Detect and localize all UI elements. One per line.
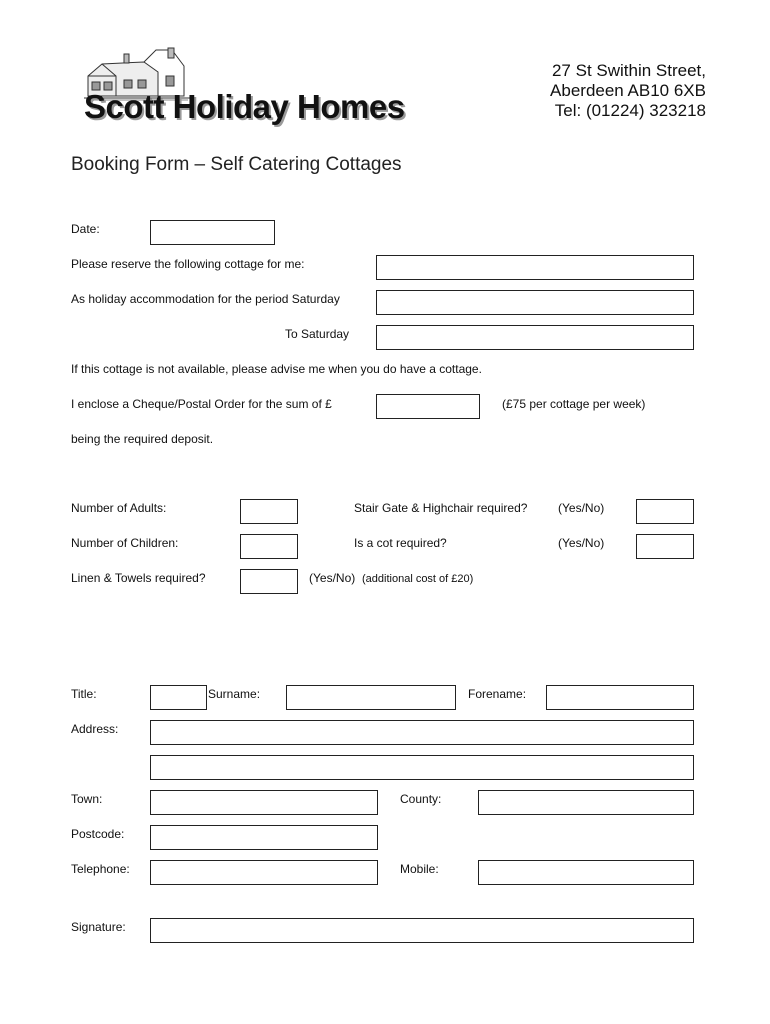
surname-field[interactable] — [286, 685, 456, 710]
mobile-field[interactable] — [478, 860, 694, 885]
stairgate-field[interactable] — [636, 499, 694, 524]
period-end-label: To Saturday — [285, 327, 350, 341]
cot-field[interactable] — [636, 534, 694, 559]
cot-yesno-hint: (Yes/No) — [558, 536, 605, 550]
payment-amount-field[interactable] — [376, 394, 480, 419]
date-label: Date: — [71, 222, 100, 236]
form-title: Booking Form – Self Catering Cottages — [71, 154, 402, 175]
linen-yesno-hint: (Yes/No) — [309, 571, 356, 585]
surname-label: Surname: — [208, 687, 261, 701]
town-field[interactable] — [150, 790, 378, 815]
stairgate-yesno-hint: (Yes/No) — [558, 501, 605, 515]
county-label: County: — [400, 792, 442, 806]
period-start-label: As holiday accommodation for the period Saturday — [71, 292, 340, 306]
mobile-label: Mobile: — [400, 862, 439, 876]
postcode-field[interactable] — [150, 825, 378, 850]
period-end-field[interactable] — [376, 325, 694, 350]
company-telephone: Tel: (01224) 323218 — [554, 101, 706, 120]
children-label: Number of Children: — [71, 536, 179, 550]
stairgate-label: Stair Gate & Highchair required? — [354, 501, 528, 515]
children-field[interactable] — [240, 534, 298, 559]
company-name: Scott Holiday Homes — [84, 88, 405, 125]
period-start-field[interactable] — [376, 290, 694, 315]
address-line-1-field[interactable] — [150, 720, 694, 745]
deposit-note: being the required deposit. — [71, 432, 214, 446]
signature-label: Signature: — [71, 920, 126, 934]
adults-label: Number of Adults: — [71, 501, 167, 515]
title-field[interactable] — [150, 685, 207, 710]
address-line-2: Aberdeen AB10 6XB — [550, 81, 706, 100]
address-line-1: 27 St Swithin Street, — [551, 61, 706, 80]
signature-field[interactable] — [150, 918, 694, 943]
cot-label: Is a cot required? — [354, 536, 447, 550]
address-line-2-field[interactable] — [150, 755, 694, 780]
forename-field[interactable] — [546, 685, 694, 710]
linen-cost-note: (additional cost of £20) — [362, 573, 474, 585]
adults-field[interactable] — [240, 499, 298, 524]
telephone-field[interactable] — [150, 860, 378, 885]
linen-field[interactable] — [240, 569, 298, 594]
town-label: Town: — [71, 792, 103, 806]
linen-label: Linen & Towels required? — [71, 571, 206, 585]
date-field[interactable] — [150, 220, 275, 245]
cottage-field[interactable] — [376, 255, 694, 280]
address-label: Address: — [71, 722, 119, 736]
company-address — [550, 61, 706, 121]
forename-label: Forename: — [468, 687, 527, 701]
postcode-label: Postcode: — [71, 827, 125, 841]
rate-note: (£75 per cottage per week) — [502, 397, 646, 411]
title-label: Title: — [71, 687, 97, 701]
availability-note: If this cottage is not available, please advise me when you do have a cottage. — [71, 362, 482, 376]
cottage-label: Please reserve the following cottage for me: — [71, 257, 305, 271]
payment-label: I enclose a Cheque/Postal Order for the sum of £ — [71, 397, 332, 411]
county-field[interactable] — [478, 790, 694, 815]
telephone-label: Telephone: — [71, 862, 130, 876]
